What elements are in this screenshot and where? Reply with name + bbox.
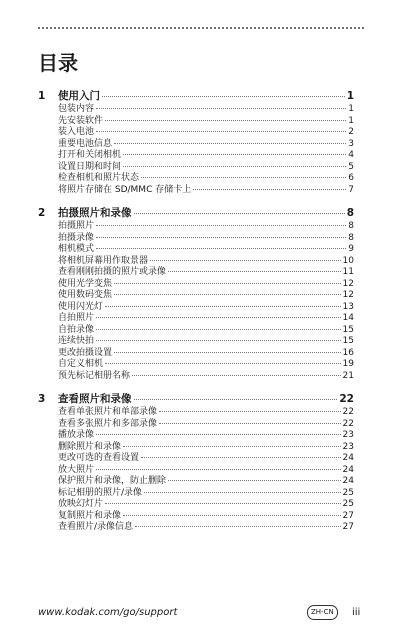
entry-page-number: 27 <box>342 510 354 521</box>
entry-title: 拍摄录像 <box>58 232 95 243</box>
entry-title: 包装内容 <box>58 104 95 114</box>
toc-entry-row[interactable] <box>38 522 354 534</box>
chapter-title: 查看照片和录像 <box>58 393 132 405</box>
entry-page-number: 3 <box>348 138 354 149</box>
entry-title: 更改可选的查看设置 <box>58 453 140 463</box>
entry-title: 更改拍摄设置 <box>58 347 113 358</box>
entry-page-number: 22 <box>342 407 354 417</box>
dot-leader <box>134 213 345 214</box>
toc-entry-row[interactable] <box>38 290 354 302</box>
entry-page-number: 9 <box>348 244 354 254</box>
entry-page-number: 27 <box>342 522 354 532</box>
dot-leader <box>134 399 338 400</box>
entry-title: 查看刚刚拍摄的照片或录像 <box>58 267 167 277</box>
toc-entry-row[interactable] <box>38 476 354 488</box>
chapter-page-number: 8 <box>346 207 354 219</box>
dot-leader <box>114 143 346 144</box>
toc-entry-row[interactable] <box>38 499 354 511</box>
dot-leader <box>96 248 346 249</box>
entry-title: 拍摄照片 <box>58 221 95 231</box>
dot-leader <box>96 108 346 109</box>
entry-title: 删除照片和录像 <box>58 441 122 452</box>
toc-entry-row[interactable] <box>38 162 354 174</box>
entry-title: 将相机屏幕用作取景器 <box>58 255 149 266</box>
dot-leader <box>96 329 341 330</box>
entry-title: 装入电池 <box>58 127 95 137</box>
toc-chapter-row[interactable] <box>38 206 354 220</box>
toc-entry-row[interactable] <box>38 256 354 268</box>
dot-leader <box>114 352 341 353</box>
entry-page-number: 21 <box>342 370 354 381</box>
toc-entry-row[interactable] <box>38 221 354 233</box>
entry-page-number: 15 <box>342 324 354 335</box>
footer-url-link[interactable]: www.kodak.com/go/support <box>38 607 178 618</box>
dot-leader <box>135 526 341 527</box>
entry-page-number: 16 <box>342 347 354 358</box>
toc-entry-row[interactable] <box>38 116 354 128</box>
dot-leader <box>150 260 341 261</box>
toc-entry-row[interactable] <box>38 127 354 139</box>
toc-chapter-row[interactable] <box>38 392 354 406</box>
dot-leader <box>96 131 346 132</box>
dot-leader <box>96 469 341 470</box>
entry-title: 查看照片/录像信息 <box>58 522 134 532</box>
dot-leader <box>96 340 341 341</box>
toc-entry-row[interactable] <box>38 185 354 197</box>
entry-title: 查看多张照片和多部录像 <box>58 418 158 429</box>
dot-leader <box>168 480 341 481</box>
dot-leader <box>123 515 341 516</box>
dot-leader <box>105 503 341 504</box>
toc-entry-row[interactable] <box>38 173 354 185</box>
chapter-number: 1 <box>38 90 46 102</box>
table-of-contents <box>38 89 354 544</box>
entry-page-number: 10 <box>342 255 354 266</box>
dot-leader <box>123 154 346 155</box>
dot-leader <box>141 177 346 178</box>
entry-page-number: 15 <box>342 336 354 346</box>
page-title: 目录 <box>38 51 78 75</box>
entry-title: 使用光学变焦 <box>58 278 113 289</box>
toc-entry-row[interactable] <box>38 348 354 360</box>
entry-title: 将照片存储在 SD/MMC 存储卡上 <box>58 184 192 195</box>
entry-title: 放映幻灯片 <box>58 499 104 509</box>
toc-entry-row[interactable] <box>38 359 354 371</box>
entry-page-number: 2 <box>348 127 354 137</box>
dot-leader <box>96 317 341 318</box>
dot-leader <box>144 492 341 493</box>
entry-page-number: 25 <box>342 499 354 509</box>
toc-entry-row[interactable] <box>38 325 354 337</box>
toc-entry-row[interactable] <box>38 430 354 442</box>
toc-entry-row[interactable] <box>38 407 354 419</box>
entry-title: 自拍录像 <box>58 324 95 335</box>
entry-title: 相机模式 <box>58 244 95 254</box>
entry-title: 检查相机和照片状态 <box>58 173 140 183</box>
entry-title: 打开和关闭相机 <box>58 150 122 160</box>
entry-page-number: 14 <box>342 313 354 323</box>
entry-page-number: 13 <box>342 301 354 312</box>
chapter-page-number: 1 <box>346 90 354 102</box>
dot-leader <box>159 411 341 412</box>
entry-page-number: 6 <box>348 173 354 183</box>
toc-entry-row[interactable] <box>38 139 354 151</box>
toc-entry-row[interactable] <box>38 442 354 454</box>
entry-page-number: 24 <box>342 476 354 486</box>
toc-entry-row[interactable] <box>38 465 354 477</box>
entry-page-number: 23 <box>342 430 354 440</box>
toc-entry-row[interactable] <box>38 302 354 314</box>
entry-page-number: 22 <box>342 418 354 429</box>
dot-leader <box>102 96 345 97</box>
dot-leader <box>105 363 341 364</box>
dot-leader <box>193 189 346 190</box>
dot-leader <box>141 457 341 458</box>
entry-page-number: 12 <box>342 290 354 300</box>
entry-title: 播放录像 <box>58 430 95 440</box>
toc-entry-row[interactable] <box>38 279 354 291</box>
dot-leader <box>168 271 341 272</box>
entry-title: 放大照片 <box>58 464 95 475</box>
language-badge: ZH-CN <box>307 605 338 620</box>
dot-leader <box>159 423 341 424</box>
toc-entry-row[interactable] <box>38 453 354 465</box>
entry-page-number: 24 <box>342 464 354 475</box>
dot-leader <box>105 120 346 121</box>
toc-entry-row[interactable] <box>38 244 354 256</box>
entry-page-number: 11 <box>342 267 354 277</box>
toc-entry-row[interactable] <box>38 371 354 383</box>
entry-page-number: 4 <box>348 150 354 160</box>
entry-page-number: 25 <box>342 487 354 498</box>
chapter-number: 2 <box>38 207 46 219</box>
toc-entry-row[interactable] <box>38 267 354 279</box>
entry-title: 使用闪光灯 <box>58 301 104 312</box>
entry-title: 预先标记相册名称 <box>58 370 131 381</box>
entry-title: 自定义相机 <box>58 359 104 369</box>
entry-title: 保护照片和录像，防止删除 <box>58 476 167 486</box>
entry-page-number: 1 <box>348 115 354 126</box>
header-divider <box>38 27 364 29</box>
entry-title: 连续快拍 <box>58 336 95 346</box>
entry-page-number: 23 <box>342 441 354 452</box>
entry-title: 自拍照片 <box>58 313 95 323</box>
dot-leader <box>96 225 346 226</box>
entry-page-number: 5 <box>348 161 354 172</box>
chapter-page-number: 22 <box>339 393 354 405</box>
toc-entry-row[interactable] <box>38 104 354 116</box>
toc-entry-row[interactable] <box>38 336 354 348</box>
toc-chapter-row[interactable] <box>38 89 354 103</box>
entry-page-number: 1 <box>348 104 354 114</box>
entry-page-number: 19 <box>342 359 354 369</box>
dot-leader <box>114 283 341 284</box>
dot-leader <box>132 375 341 376</box>
dot-leader <box>96 237 346 238</box>
dot-leader <box>123 446 341 447</box>
toc-entry-row[interactable] <box>38 419 354 431</box>
toc-section <box>38 206 354 382</box>
page-number: iii <box>352 607 361 618</box>
dot-leader <box>105 306 341 307</box>
entry-page-number: 24 <box>342 453 354 463</box>
toc-entry-row[interactable] <box>38 488 354 500</box>
entry-title: 查看单张照片和单部录像 <box>58 407 158 417</box>
dot-leader <box>96 434 341 435</box>
entry-title: 先安装软件 <box>58 115 104 126</box>
entry-page-number: 7 <box>348 184 354 195</box>
entry-page-number: 8 <box>348 221 354 231</box>
entry-title: 复制照片和录像 <box>58 510 122 521</box>
entry-page-number: 12 <box>342 278 354 289</box>
entry-title: 重要电池信息 <box>58 138 113 149</box>
dot-leader <box>123 166 346 167</box>
toc-entry-row[interactable] <box>38 511 354 523</box>
chapter-title: 拍摄照片和录像 <box>58 207 132 219</box>
entry-title: 标记相册的照片/录像 <box>58 487 143 498</box>
chapter-title: 使用入门 <box>58 90 100 102</box>
toc-entry-row[interactable] <box>38 150 354 162</box>
chapter-number: 3 <box>38 393 46 405</box>
toc-section <box>38 392 354 534</box>
entry-title: 设置日期和时间 <box>58 161 122 172</box>
toc-entry-row[interactable] <box>38 313 354 325</box>
entry-title: 使用数码变焦 <box>58 290 113 300</box>
dot-leader <box>114 294 341 295</box>
entry-page-number: 8 <box>348 232 354 243</box>
toc-entry-row[interactable] <box>38 233 354 245</box>
toc-section <box>38 89 354 196</box>
